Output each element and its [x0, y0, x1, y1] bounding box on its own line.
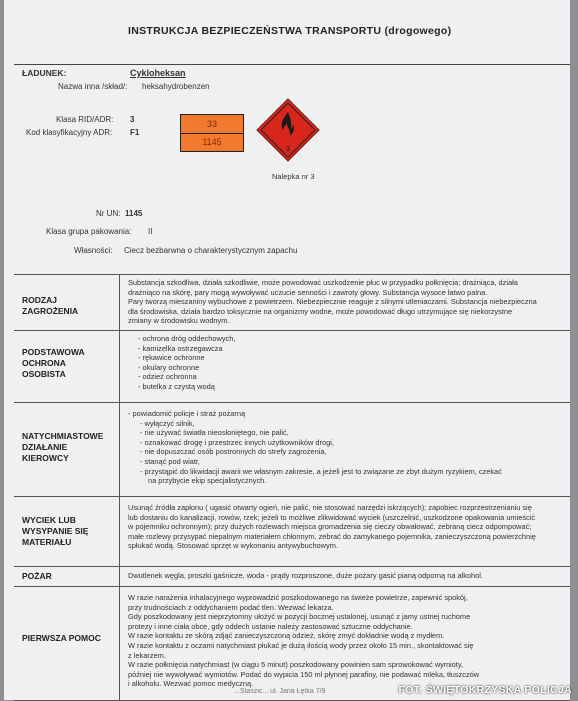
hazard-id-number: 33 — [181, 115, 243, 134]
section-heading: WYCIEK LUB WYSYPANIE SIĘ MATERIAŁU — [22, 515, 88, 548]
section-spill — [14, 496, 570, 567]
flammable-liquid-label-icon — [256, 98, 320, 162]
other-name-label: Nazwa inna /skład/: — [58, 82, 127, 91]
section-content: Dwutlenek węgla, proszki gaśnicze, woda - prądy rozproszone, duże pożary gasić pianą odporną na alkohol. — [128, 571, 564, 581]
un-panel-number: 1145 — [181, 133, 243, 151]
section-content: - ochrona dróg oddechowych, - kamizelka ostrzegawcza - rękawice ochronne - okulary ochronne - odzież ochronna - butelka z czystą wodą — [138, 334, 564, 392]
label-caption: Nalepka nr 3 — [272, 172, 315, 181]
document-sheet — [4, 0, 570, 700]
document-title: INSTRUKCJA BEZPIECZEŃSTWA TRANSPORTU (drogowego) — [128, 25, 451, 37]
section-fire — [14, 566, 570, 587]
properties-label: Własności: — [74, 246, 113, 255]
other-name-value: heksahydrobenzen — [142, 82, 210, 91]
footer-address: ...Staszic... ul. Jana Łętka 7/9 — [234, 688, 325, 695]
section-content: W razie narażenia inhalacyjnego wyprowadzić poszkodowanego na świeże powietrze, zapewnić spokój, przy trudnościach z oddychaniem podać tlen. Wezwać lekarza. Gdy poszkodowany jest nieprzytomny ułożyć w pozycji bocznej ustalonej, usunąć z jamy ustnej ruchome protezy i inne ciała obce, gdy oddech ustanie należy zastosować sztuczne oddychanie. W razie kontaktu ze skórą zdjąć zanieczyszczoną odzież, skórę zmyć dokładnie wodą z mydłem. W razie kontaktu z oczami natychmiast płukać je dużą ilością wody przez około 15 min., skontaktować się z lekarzem. W razie połknięcia natychmiast (w ciągu 5 minut) poszkodowany powinien sam sprowokować wymioty, później nie wywoływać wymiotów. Podać do wypicia 150 ml płynnej parafiny, nie podawać mleka, tłuszczów i alkoholu. Wezwać pomoc medyczną. — [128, 593, 564, 689]
packing-group-label: Klasa grupa pakowania: — [46, 227, 131, 236]
packing-group-value: II — [148, 227, 152, 236]
code-value: F1 — [130, 128, 139, 137]
code-label: Kod klasyfikacyjny ADR: — [26, 128, 112, 137]
section-heading: RODZAJ ZAGROŻENIA — [22, 295, 78, 317]
photo-credit-watermark: FOT. ŚWIĘTOKRZYSKA POLICJA — [399, 684, 572, 696]
class-value: 3 — [130, 115, 134, 124]
section-protection — [14, 330, 570, 403]
section-heading: PIERWSZA POMOC — [22, 633, 101, 644]
section-content: Usunąć źródła zapłonu ( ugasić otwarty ogień, nie palić, nie stosować narzędzi iskrzących); zapobiec rozprzestrzenianiu się lub dostaniu do kanalizacji, rowów, rzek; jeżeli to możliwe zlikwidować wyciek (uszczelnić, uszkodzone opakowania umieścić w pojemniku ochronnym); przy dużych rozlewach miejsca gromadzenia się cieczy obwałować, zebraną ciecz odpompować; małe rozlewy przysypać niepalnym materiałem chłonnym, zebrać do zamykanego pojemnika, zanieczyszczoną powierzchnię spłukać wodą. Stosować sprzęt w wykonaniu antywybuchowym. — [128, 503, 564, 551]
orange-hazard-panel — [180, 114, 244, 152]
section-heading: PODSTAWOWA OCHRONA OSOBISTA — [22, 347, 85, 380]
class-label: Klasa RID/ADR: — [56, 115, 113, 124]
properties-value: Ciecz bezbarwna o charakterystycznym zapachu — [124, 246, 297, 255]
un-value: 1145 — [125, 209, 142, 218]
section-driver-actions — [14, 402, 570, 497]
section-heading: POŻAR — [22, 571, 52, 582]
section-content: - powiadomić policje i straż pożarną - wyłączyć silnik, - nie używać światła nieosłoniętego, nie palić, - oznakować drogę i przestrzec innych użytkowników drogi, - nie dopuszczać osób postronnych do strefy zagrożenia, - stanąć pod wiatr, - przystąpić do likwidacji awarii we własnym zakresie, a jeżeli jest to związane ze zbyt dużym ryzykiem, czekać na przybycie ekip specjalistycznych. — [128, 409, 564, 486]
section-heading: NATYCHMIASTOWE DZIAŁANIE KIEROWCY — [22, 431, 103, 464]
section-content: Substancja szkodliwa, działa szkodliwie, może powodować uszkodzenie płuc w przypadku połknięcia; drażniąca, działa drażniąco na skórę, pary mogą wywoływać uczucie senności i zawroty głowy. Substancja wysoce łatwo palna. Pary tworzą mieszaniny wybuchowe z powietrzem. Niebezpiecznie reaguje z silnymi utleniaczami. Substancja niebezpieczna dla środowiska, działa bardzo toksycznie na organizmy wodne, może powodować długo utrzymujące się niekorzystne zmiany w środowisku wodnym. — [128, 278, 564, 326]
cargo-label: ŁADUNEK: — [22, 68, 66, 78]
section-hazards — [14, 274, 570, 331]
cargo-value: Cykloheksan — [130, 68, 186, 78]
un-label: Nr UN: — [96, 209, 120, 218]
title-divider — [14, 64, 570, 65]
label-number: 3 — [286, 146, 290, 153]
